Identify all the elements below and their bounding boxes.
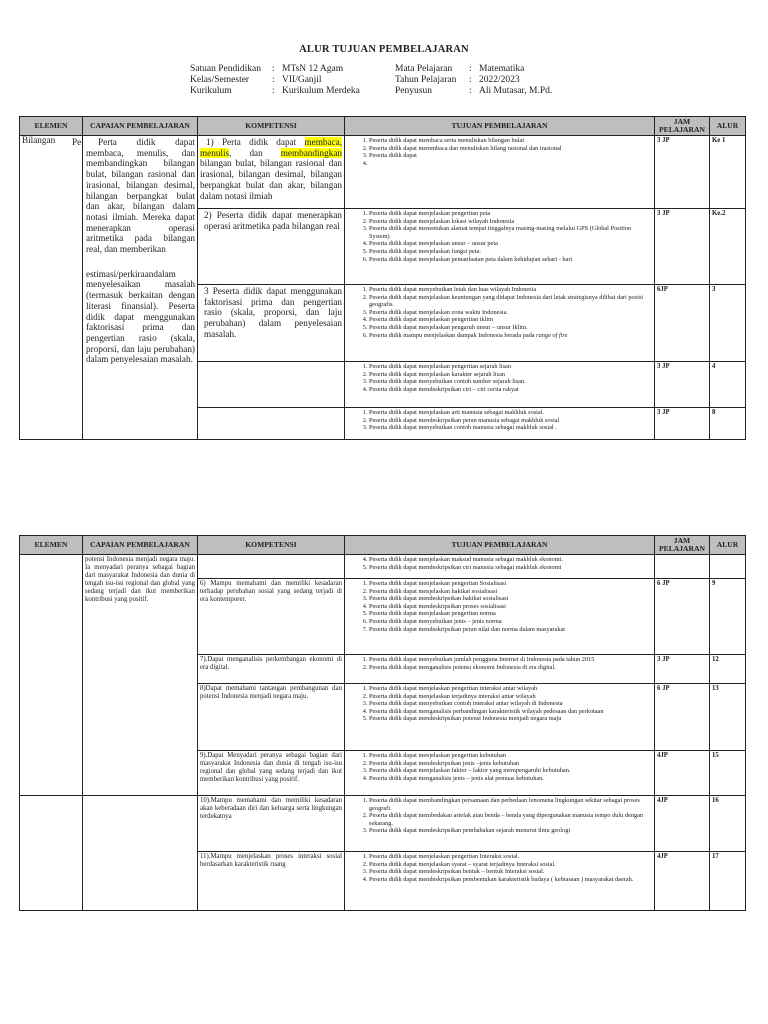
kompetensi-cell: 7).Dapat menganalisis perkembangan ekonomi di era digital. (198, 655, 345, 684)
tujuan-item: 1. Peserta didik dapat menyebutkan jumlah pengguna Internet di Indonesia pada tahun 2015 (369, 656, 652, 664)
tujuan-item: 3. Peserta didik dapat mendeskripsikan bentuk – bentuk Interaksi sosial. (369, 868, 652, 876)
tujuan-item: 3. Peserta didik dapat menyebutkan contoh manusia sebagai makhluk sosial . (369, 424, 652, 432)
alur-cell: 16 (710, 796, 746, 852)
tujuan-item-italic: range of fire (536, 331, 568, 339)
tujuan-item: 4. Peserta didik dapat mendeskripsikan pembentukan karakteristik budaya ( kebiasaan ) masyarakat daerah. (369, 876, 652, 884)
table-row (20, 555, 746, 579)
alur-cell: 15 (710, 751, 746, 796)
tujuan-cell (345, 285, 655, 362)
tujuan-item: 1. Peserta didik dapat menjelaskan pengertian sejarah lisan (369, 363, 652, 371)
kompetensi-cell: 9).Dapat Menyadari peranya sebagai bagian dari masyarakat Indonesia dan dunia di tengah isu-isu regional dan global yang sedang terjadi dan ikut memberikan kontribusi yang positif. (198, 751, 345, 796)
table-header-row (20, 117, 746, 136)
jam-cell: 4JP (655, 852, 710, 911)
tujuan-item: 2. Peserta didik dapat memmbaca dan menuliskan bilang rasional dan irasional (369, 145, 652, 153)
tujuan-item: 2. Peserta didik dapat menjelaskan terjadinya interaksi antar wilayah (369, 693, 652, 701)
tujuan-item: 4. Peserta didik dapat menganalisis perbandingan karakteristik wilayah pedesaan dan perkotaan (369, 708, 652, 716)
tujuan-item: 3. Peserta didik dapat menjelaskan faktor – faktor yang mempengaruhi kebutuhan. (369, 767, 652, 775)
tujuan-cell (345, 209, 655, 285)
alur-cell: 17 (710, 852, 746, 911)
jam-cell (655, 555, 710, 579)
meta-label: Kurikulum (190, 86, 232, 96)
tujuan-cell (345, 362, 655, 408)
tujuan-item: 5. Peserta didik dapat menjelaskan pengertian norma (369, 610, 652, 618)
tujuan-item: 3. Peserta didik dapat menyebutkan contoh sumber sejarah lisan. (369, 378, 652, 386)
kompetensi-cell (198, 408, 345, 440)
tujuan-cell (345, 655, 655, 684)
capaian-text: potensi Indonesia menjadi negara maju. Ia menyadari peranya sebagai bagian dari masyarakat Indonesia dan dunia di tengah isu-isu regional dan global yang sedang terjadi dan ikut memberikan kontribusi yang positif. (85, 556, 195, 603)
kompetensi-cell (198, 136, 345, 209)
elemen-label: Bilangan (22, 135, 56, 145)
tujuan-cell (345, 852, 655, 911)
meta-value: 2022/2023 (479, 75, 520, 85)
header-alur: ALUR (710, 536, 746, 555)
elemen-cell (20, 555, 83, 796)
tujuan-item: 1. Peserta didik dapat menjelaskan arti manusia sebagai makhluk sosial. (369, 409, 652, 417)
jam-cell: 6 JP (655, 684, 710, 751)
jam-cell: 3 JP (655, 209, 710, 285)
tujuan-item: 2. Peserta didik dapat mendeskripsikan jenis –jenis kebutuhan (369, 760, 652, 768)
tujuan-item: 2. Peserta didik dapat menjelaskan hakikat sosialisasi (369, 588, 652, 596)
tujuan-item: 3. Peserta didik dapat menentukan alamat tempat tinggalnya masing-masing melalui GPS (Global Position System) (369, 225, 652, 240)
tujuan-item: 1. Peserta didik dapat menjelaskan pengertian peta (369, 210, 652, 218)
meta-value: Matematika (479, 64, 525, 74)
tujuan-item: 3. Peserta didik dapat menjelaskan zona waktu Indonesia. (369, 309, 652, 317)
tujuan-item-text: Peserta didik mampu menjelaskan dampak Indonesia berada pada (369, 331, 535, 339)
kompetensi-cell: 3 Peserta didik dapat menggunakan faktorisasi prima dan pengertian rasio (skala, proporsi, dan laju perubahan) dalam penyelesaian masalah. (198, 285, 345, 362)
tujuan-cell (345, 796, 655, 852)
alur-cell: 13 (710, 684, 746, 751)
tujuan-item: 1. Peserta didik dapat membandingkan persamaan dan perbedaan fenomena lingkungan sekitar sebagai proses geografi. (369, 797, 652, 812)
jam-cell: 6 JP (655, 579, 710, 655)
capaian-text-b: estimasi/perkiraandalam menyelesaikan masalah (termasuk berkaitan dengan literasi finansial). Peserta didik dapat menggunakan faktorisasi prima dan pengertian rasio (skala, proporsi, dan laju perubahan) dalam penyelesaian masalah. (86, 268, 195, 365)
tujuan-item: 5. Peserta didik dapat menjelaskan fungsi peta. (369, 248, 652, 256)
tujuan-item: 1. Peserta didik dapat membaca serta menuliskan bilangan bulat (369, 137, 652, 145)
alur-cell: 9 (710, 579, 746, 655)
table-header-row (20, 536, 746, 555)
tujuan-item: 5. Peserta didik dapat mendeskripsikan potensi Indonesia menjadi negara maju (369, 715, 652, 723)
tujuan-cell (345, 136, 655, 209)
header-jam: JAM PELAJARAN (655, 536, 710, 555)
tujuan-item: 4. Peserta didik dapat mendeskripsikan ciri – ciri cerita rakyat (369, 386, 652, 394)
tujuan-item: 3. Peserta didik dapat mendeskripsikan hakikat sosialisasi (369, 595, 652, 603)
header-tujuan: TUJUAN PEMBELAJARAN (345, 536, 655, 555)
tujuan-item: 4. Peserta didik dapat menjelaskan maksud manusia sebagai makhluk ekonomi. (369, 556, 652, 564)
meta-value: MTsN 12 Agam (282, 64, 344, 74)
alur-cell: Ke 1 (710, 136, 746, 209)
kompetensi-cell: 6) Mampu memahami dan memiliki kesadaran terhadap perubahan sosial yang sedang terjadi di era kontemporer. (198, 579, 345, 655)
tujuan-item: 1. Peserta didik dapat menjelaskan pengertian Sosialisasi (369, 580, 652, 588)
tujuan-cell (345, 408, 655, 440)
meta-value: VII/Ganjil (282, 75, 322, 85)
tujuan-item: 5. Peserta didik dapat mendeskripsikan ciri manusia sebagai makhluk ekonomi (369, 564, 652, 572)
meta-value: Ali Mutasar, M.Pd. (479, 86, 553, 96)
tujuan-item: 3. Peserta didik dapat (369, 152, 652, 160)
tujuan-item: 6. Peserta didik dapat menjelaskan pemanfaatan peta dalam kehidupan sehari - hari (369, 256, 652, 264)
kompetensi-cell (198, 362, 345, 408)
page-title: ALUR TUJUAN PEMBELAJARAN (299, 44, 469, 55)
capaian-cell (83, 555, 198, 796)
tujuan-item: 3. Peserta didik dapat menyebutkan contoh interaksi antar wilayah di Indonesia (369, 700, 652, 708)
capaian-cell (83, 796, 198, 911)
kompetensi-cell: 2) Peserta didik dapat menerapkan operasi aritmetika pada bilangan real (198, 209, 345, 285)
tujuan-item: 1. Peserta didik dapat menjelaskan pengertian Interaksi sosial. (369, 853, 652, 861)
elemen-cell (20, 136, 83, 440)
jam-cell: 3 JP (655, 136, 710, 209)
jam-cell: 3 JP (655, 408, 710, 440)
tujuan-item: 2. Peserta didik dapat menganalisis potensi ekonomi Indonesia di era digital. (369, 664, 652, 672)
kompetensi-cell: 11).Mampu menjelaskan proses interaksi sosial berdasarkan karakteristik ruang (198, 852, 345, 911)
alur-cell: Ke.2 (710, 209, 746, 285)
capaian-text-a: Perta didik dapat membaca, menulis, dan membandingkan bilangan bulat, bilangan rasional dan irasional, bilangan desimal, bilangan berpangkat bulat dan akar, bilangan dalam notasi ilmiah. Mereka dapat menerapkan operasi aritmetika pada bilangan real, dan memberikan (86, 137, 195, 255)
tujuan-item: 2. Peserta didik dapat menjelaskan lokasi wilayah Indonesia (369, 218, 652, 226)
elemen-stray-text: Pe (72, 137, 82, 147)
document-meta (190, 64, 579, 97)
alur-table-2 (19, 535, 746, 911)
tujuan-item: 2. Peserta didik dapat menjelaskan keuntungan yang didapat Indonesia dari letak strategisnya dilihat dari posisi geografis. (369, 294, 652, 309)
highlighted-text: membandingkan (280, 147, 342, 158)
alur-cell (710, 555, 746, 579)
tujuan-cell (345, 579, 655, 655)
jam-cell: 6JP (655, 285, 710, 362)
meta-colon: : (272, 64, 275, 74)
tujuan-cell (345, 684, 655, 751)
tujuan-item: 2. Peserta didik dapat mendeskripsikan peran manusia sebagai makhluk sosial (369, 417, 652, 425)
jam-cell: 3 JP (655, 362, 710, 408)
meta-colon: : (469, 64, 472, 74)
meta-colon: : (469, 86, 472, 96)
jam-cell: 4JP (655, 796, 710, 852)
tujuan-item: 3. Peserta didik dapat mendeskripsikan pembabakan sejarah menurut ilmu geologi (369, 827, 652, 835)
tujuan-item: 2. Peserta didik dapat menjelaskan syarat – syarat terjadinya Interaksi sosial. (369, 861, 652, 869)
tujuan-item (369, 332, 652, 340)
tujuan-item: 6. Peserta didik dapat menyebutkan jenis – jenis norma (369, 618, 652, 626)
tujuan-item: 4. Peserta didik dapat menjelaskan pengertian iklim (369, 316, 652, 324)
meta-label: Penyusun (395, 86, 432, 96)
meta-value: Kurikulum Merdeka (282, 86, 360, 96)
header-capaian: CAPAIAN PEMBELAJARAN (83, 536, 198, 555)
alur-table-1 (19, 116, 746, 440)
alur-cell: 3 (710, 285, 746, 362)
kompetensi-text: 1) Perta didik dapat (206, 137, 305, 147)
meta-label: Satuan Pendidikan (190, 64, 261, 74)
table-row (20, 796, 746, 852)
alur-cell: 4 (710, 362, 746, 408)
tujuan-item: 1. Peserta didik dapat menyebutkan letak dan luas wilayah Indonesia (369, 286, 652, 294)
tujuan-item: 4. Peserta didik dapat menganalisis jenis – jenis alat pemuas kebutuhan. (369, 775, 652, 783)
kompetensi-cell: 10).Mampu memahami dan memiliki kesadaran akan keberadaan diri dan keluarga serta lingkungan terdekatnya (198, 796, 345, 852)
header-elemen: ELEMEN (20, 536, 83, 555)
kompetensi-cell (198, 555, 345, 579)
header-alur: ALUR (710, 117, 746, 136)
meta-label: Mata Pelajaran (395, 64, 453, 74)
meta-colon: : (469, 75, 472, 85)
tujuan-item: 2. Peserta didik dapat membedakan artefak atau benda – benda yang dipergunakan manusia tempo dulu dengan sekarang. (369, 812, 652, 827)
kompetensi-text: , dan (229, 147, 281, 158)
kompetensi-cell: 8)Dapat memahami tantangan pembangunan dan potensi Indonesia menjadi negara maju. (198, 684, 345, 751)
tujuan-item: 4. Peserta didik dapat menjelaskan unsur – unsur peta (369, 240, 652, 248)
meta-colon: : (272, 86, 275, 96)
tujuan-item (369, 160, 652, 168)
header-kompetensi: KOMPETENSI (198, 117, 345, 136)
header-kompetensi: KOMPETENSI (198, 536, 345, 555)
tujuan-cell (345, 555, 655, 579)
header-jam: JAM PELAJARAN (655, 117, 710, 136)
header-capaian: CAPAIAN PEMBELAJARAN (83, 117, 198, 136)
tujuan-item: 4. Peserta didik dapat mendeskripsikan proses sosialisasi (369, 603, 652, 611)
tujuan-item: 7. Peserta didik dapat mendeskripsikan peran nilai dan norma dalam masyarakat (369, 626, 652, 634)
tujuan-item: 1. Peserta didik dapat menjelaskan pengertian kebutuhan (369, 752, 652, 760)
alur-cell: 8 (710, 408, 746, 440)
capaian-cell (83, 136, 198, 440)
tujuan-item: 1. Peserta didik dapat menjelaskan pengertian interaksi antar wilayah (369, 685, 652, 693)
meta-label: Tahun Pelajaran (395, 75, 457, 85)
highlighted-text: membaca, menulis (200, 137, 342, 158)
tujuan-cell (345, 751, 655, 796)
elemen-cell (20, 796, 83, 911)
header-tujuan: TUJUAN PEMBELAJARAN (345, 117, 655, 136)
kompetensi-text: bilangan bulat, bilangan rasional dan irasional, bilangan desimal, bilangan berpangkat bulat dan akar, bilangan dalam notasi ilmiah (200, 158, 342, 201)
header-elemen: ELEMEN (20, 117, 83, 136)
alur-cell: 12 (710, 655, 746, 684)
jam-cell: 3 JP (655, 655, 710, 684)
table-row (20, 136, 746, 209)
meta-label: Kelas/Semester (190, 75, 250, 85)
meta-colon: : (272, 75, 275, 85)
jam-cell: 4JP (655, 751, 710, 796)
tujuan-item: 5. Peserta didik dapat menjelaskan pengaruh unsur – unsur Iklim. (369, 324, 652, 332)
tujuan-item: 2. Peserta didik dapat menjelaskan karakter sejarah lisan (369, 371, 652, 379)
